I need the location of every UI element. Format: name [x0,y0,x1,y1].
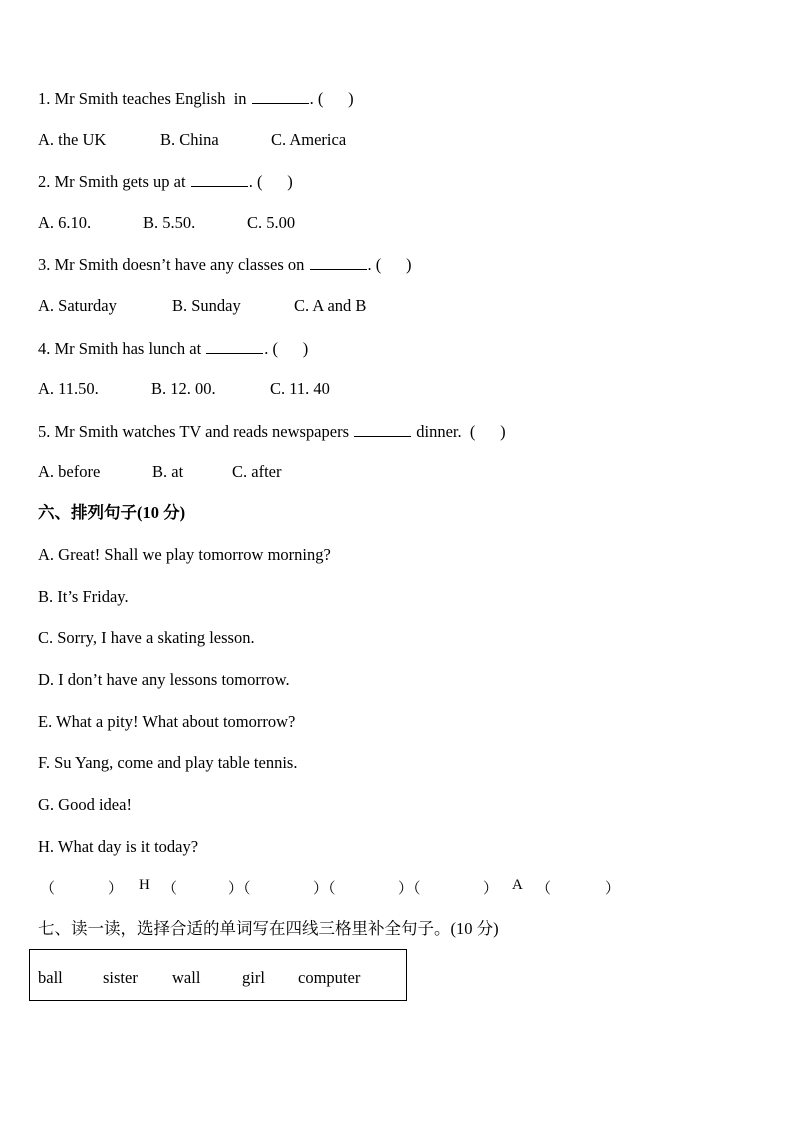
question-4-stem: 4. Mr Smith has lunch at . ( ) [38,339,309,358]
answer-blank [252,88,309,104]
order-given-h: H [139,877,150,893]
word-bank-box [29,949,407,1001]
sentence-d: D. I don’t have any lessons tomorrow. [38,670,290,689]
question-5-stem: 5. Mr Smith watches TV and reads newspapers dinner. ( ) [38,422,506,441]
option-a: A. 6.10. [38,213,92,232]
order-bracket: （ [536,881,552,897]
sentence-e: E. What a pity! What about tomorrow? [38,712,296,731]
question-1-options [38,130,738,210]
question-2-options [38,213,738,293]
option-b: B. China [160,130,219,149]
option-b: B. 5.50. [143,213,196,232]
order-given-a: A [512,877,523,893]
question-4-options [38,379,738,459]
option-c: C. 11. 40 [270,379,330,398]
question-3-stem: 3. Mr Smith doesn’t have any classes on . ( ) [38,255,412,274]
sentence-a: A. Great! Shall we play tomorrow morning? [38,545,331,564]
option-a: A. before [38,462,101,481]
order-bracket: ）（ [398,881,421,897]
option-b: B. 12. 00. [151,379,216,398]
order-bracket: ） [605,881,621,897]
option-c: C. after [232,462,282,481]
answer-order-row [38,877,638,899]
option-a: A. 11.50. [38,379,99,398]
answer-blank [191,171,248,187]
answer-blank [354,421,411,437]
word-ball: ball [38,968,63,987]
section-6-heading: 六、排列句子(10 分) [38,503,186,522]
order-bracket: （ [40,881,56,897]
option-b: B. at [152,462,184,481]
order-bracket: ）（ [228,881,251,897]
word-computer: computer [298,968,361,987]
sentence-c: C. Sorry, I have a skating lesson. [38,628,255,647]
option-c: C. 5.00 [247,213,296,232]
sentence-f: F. Su Yang, come and play table tennis. [38,753,298,772]
order-bracket: ）（ [313,881,336,897]
option-a: A. the UK [38,130,107,149]
option-c: C. A and B [294,296,367,315]
sentence-b: B. It’s Friday. [38,587,129,606]
order-bracket: ） [483,881,499,897]
question-1-stem: 1. Mr Smith teaches English in . ( ) [38,89,354,108]
word-wall: wall [172,968,201,987]
sentence-g: G. Good idea! [38,795,132,814]
question-5-options [38,462,738,542]
option-b: B. Sunday [172,296,241,315]
order-bracket: （ [162,881,178,897]
option-c: C. America [271,130,347,149]
question-3-options [38,296,738,376]
sentence-h: H. What day is it today? [38,837,199,856]
question-2-stem: 2. Mr Smith gets up at . ( ) [38,172,293,191]
answer-blank [310,254,367,270]
word-sister: sister [103,968,138,987]
option-a: A. Saturday [38,296,117,315]
answer-blank [206,338,263,354]
section-7-heading: 七、读一读，选择合适的单词写在四线三格里补全句子。(10 分) [38,919,499,938]
order-bracket: ） [108,881,124,897]
word-girl: girl [242,968,265,987]
